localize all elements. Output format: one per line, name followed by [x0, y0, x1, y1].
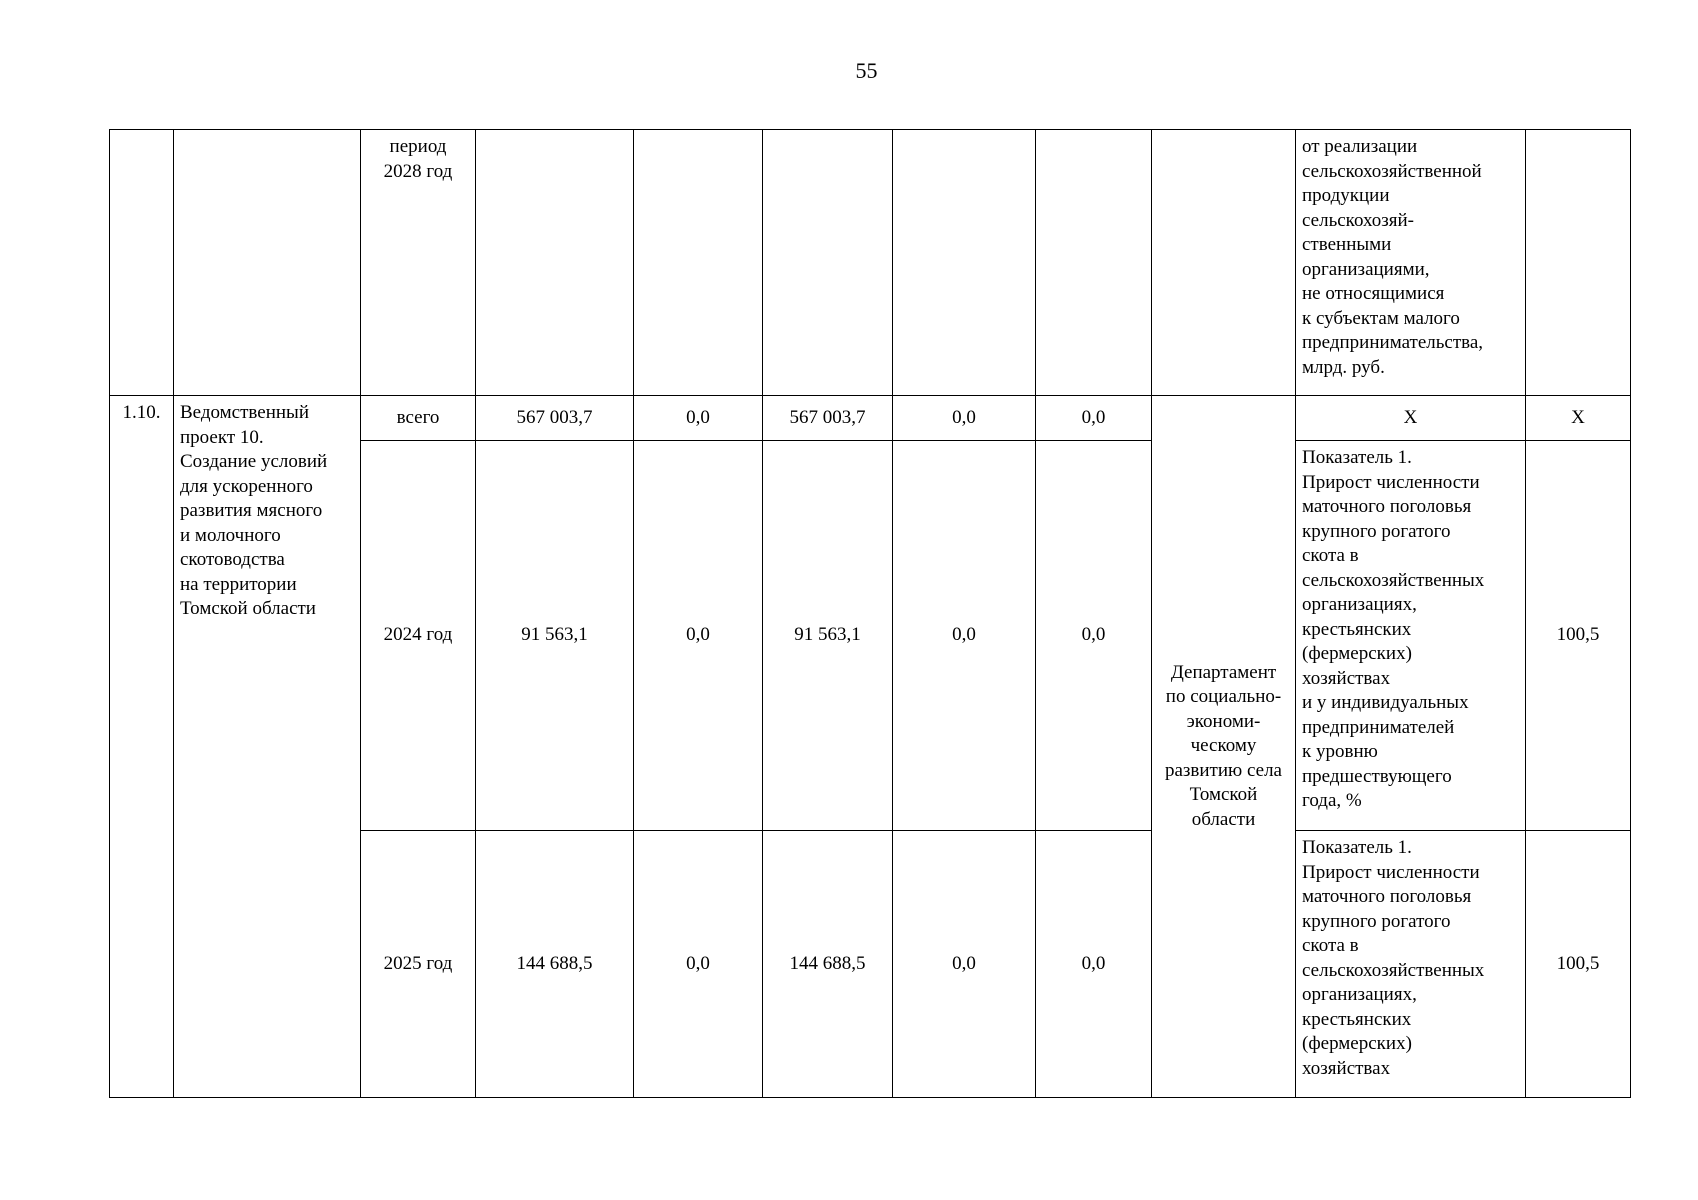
measure-name-cell	[174, 130, 361, 396]
municipal-budget-cell	[893, 130, 1036, 396]
period-cell: 2025 год	[361, 831, 476, 1098]
total-cell: 144 688,5	[476, 831, 634, 1098]
table-row	[110, 396, 1631, 441]
federal-budget-cell	[634, 130, 763, 396]
row-number-cell: 1.10.	[110, 396, 174, 1098]
federal-budget-cell: 0,0	[634, 396, 763, 441]
regional-budget-cell: 567 003,7	[763, 396, 893, 441]
total-cell: 567 003,7	[476, 396, 634, 441]
total-cell	[476, 130, 634, 396]
page-number: 55	[855, 58, 878, 83]
total-cell: 91 563,1	[476, 441, 634, 831]
federal-budget-cell: 0,0	[634, 441, 763, 831]
federal-budget-cell: 0,0	[634, 831, 763, 1098]
municipal-budget-cell: 0,0	[893, 396, 1036, 441]
regional-budget-cell: 91 563,1	[763, 441, 893, 831]
indicator-cell: Показатель 1. Прирост численности маточного поголовья крупного рогатого скота в сельскохозяйственных организациях, крестьянских (фермерских) хозяйствах и у индивидуальных предпринимателей к уровню предшествующего года, %	[1296, 441, 1526, 831]
indicator-value-cell: Х	[1526, 396, 1631, 441]
other-sources-cell: 0,0	[1036, 831, 1152, 1098]
other-sources-cell: 0,0	[1036, 441, 1152, 831]
indicator-value-cell: 100,5	[1526, 831, 1631, 1098]
program-table	[109, 129, 1631, 1098]
row-number-cell	[110, 130, 174, 396]
municipal-budget-cell: 0,0	[893, 831, 1036, 1098]
regional-budget-cell	[763, 130, 893, 396]
period-cell: период 2028 год	[361, 130, 476, 396]
period-cell: всего	[361, 396, 476, 441]
indicator-value-cell	[1526, 130, 1631, 396]
indicator-cell: Х	[1296, 396, 1526, 441]
other-sources-cell	[1036, 130, 1152, 396]
executor-cell: Департамент по социально- экономи- ческому развитию села Томской области	[1152, 396, 1296, 1098]
measure-name-cell: Ведомственный проект 10. Создание условий для ускоренного развития мясного и молочного скотоводства на территории Томской области	[174, 396, 361, 1098]
period-cell: 2024 год	[361, 441, 476, 831]
other-sources-cell: 0,0	[1036, 396, 1152, 441]
executor-cell	[1152, 130, 1296, 396]
municipal-budget-cell: 0,0	[893, 441, 1036, 831]
table-row	[110, 130, 1631, 396]
indicator-cell: от реализации сельскохозяйственной продукции сельскохозяй- ственными организациями, не относящимися к субъектам малого предпринимательства, млрд. руб.	[1296, 130, 1526, 396]
indicator-value-cell: 100,5	[1526, 441, 1631, 831]
indicator-cell: Показатель 1. Прирост численности маточного поголовья крупного рогатого скота в сельскохозяйственных организациях, крестьянских (фермерских) хозяйствах	[1296, 831, 1526, 1098]
regional-budget-cell: 144 688,5	[763, 831, 893, 1098]
